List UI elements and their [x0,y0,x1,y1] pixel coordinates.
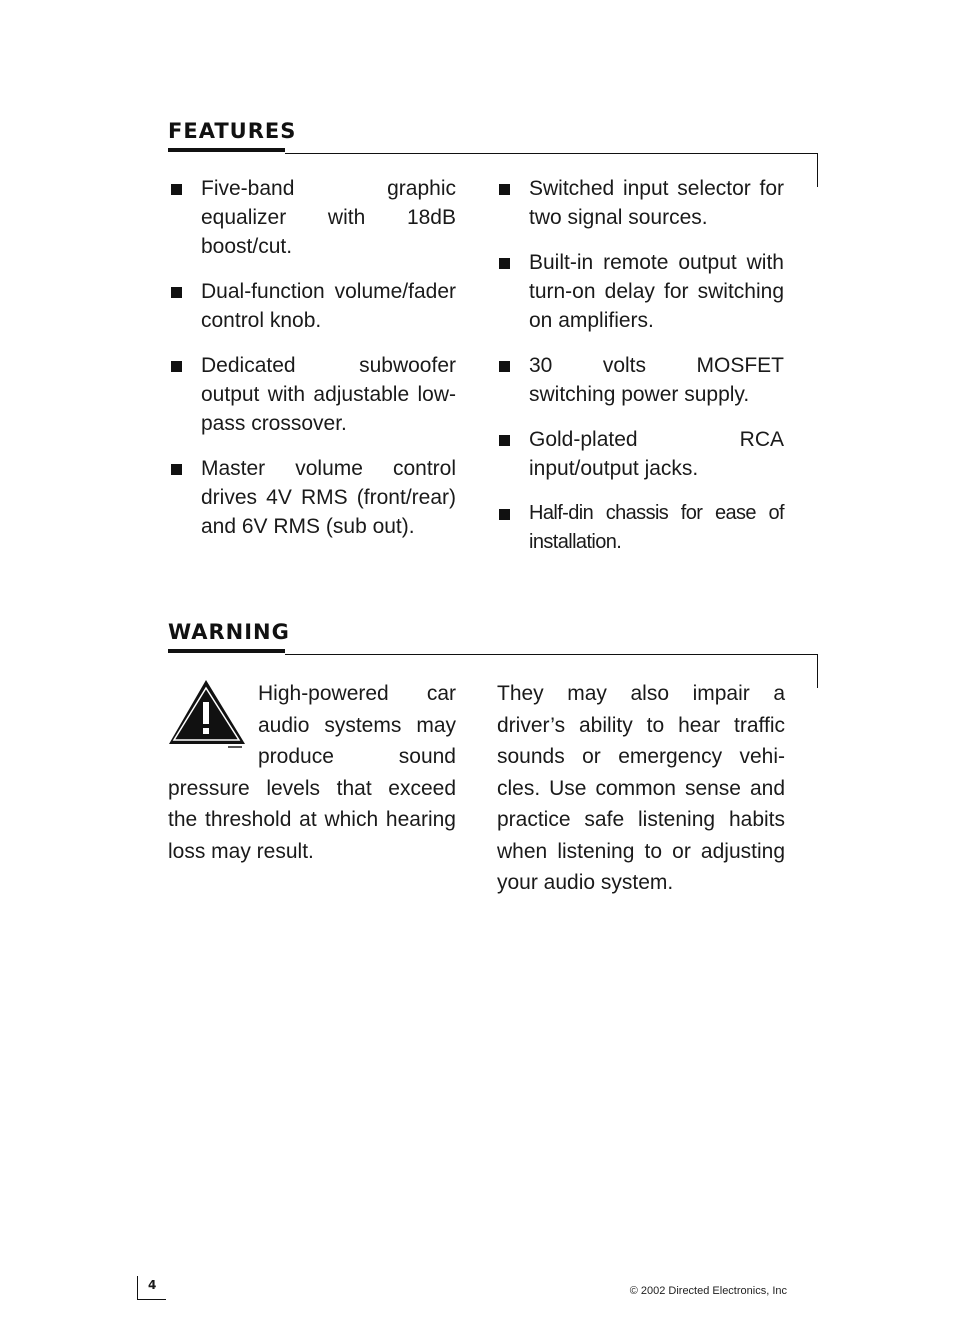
bullet-square-icon [499,184,510,195]
warning-left-text: High-powered car audio systems may produce sound pressure levels that exceed the threshold at which hearing loss may result. [168,682,456,863]
list-item-text: Dual-function volume/fader control knob. [201,280,456,332]
list-item-text: Master volume control drives 4V RMS (front/rear) and 6V RMS (sub out). [201,457,456,538]
footer-tick [137,1276,138,1300]
bullet-square-icon [171,287,182,298]
bullet-square-icon [171,361,182,372]
copyright-notice: © 2002 Directed Electronics, Inc [629,1285,787,1297]
list-item-text: 30 volts MOSFET switching power supply. [529,354,784,406]
list-item [496,174,784,232]
bullet-square-icon [171,464,182,475]
bullet-square-icon [171,184,182,195]
warning-right-column [497,678,785,899]
list-item [496,499,784,557]
page-number: 4 [148,1278,157,1292]
list-item-text: Half-din chassis for ease of installation. [529,502,784,553]
warning-right-text: They may also impair a driver’s ability to hear traffic sounds or emergency vehi-cles. Use common sense and practice safe listening habits when listening to or adjusting your audio system. [497,682,785,894]
bullet-square-icon [499,435,510,446]
list-item-text: Gold-plated RCA input/output jacks. [529,428,784,480]
list-item [496,425,784,483]
features-left-column [168,174,456,557]
bullet-square-icon [499,361,510,372]
list-item-text: Built-in remote output with turn-on delay for switching on amplifiers. [529,251,784,332]
list-item [496,351,784,409]
features-rule [285,153,818,154]
list-item [496,248,784,335]
list-item [168,277,456,335]
warning-heading-underline [168,649,285,653]
list-item [168,174,456,261]
list-item [168,454,456,541]
warning-rule [285,654,818,655]
list-item-text: Dedicated subwoofer output with adjustable low-pass crossover. [201,354,456,435]
warning-heading: WARNING [168,620,290,644]
features-heading: FEATURES [168,119,297,143]
warning-left-column [168,678,456,867]
features-heading-underline [168,148,285,152]
bullet-square-icon [499,509,510,520]
list-item-text: Five-band graphic equalizer with 18dB boost/cut. [201,177,456,258]
list-item [168,351,456,438]
warning-triangle-icon [168,678,248,750]
features-right-column [496,174,784,573]
warning-rule-tick [817,654,818,688]
features-rule-tick [817,153,818,187]
list-item-text: Switched input selector for two signal sources. [529,177,784,229]
bullet-square-icon [499,258,510,269]
footer-rule [137,1299,166,1300]
